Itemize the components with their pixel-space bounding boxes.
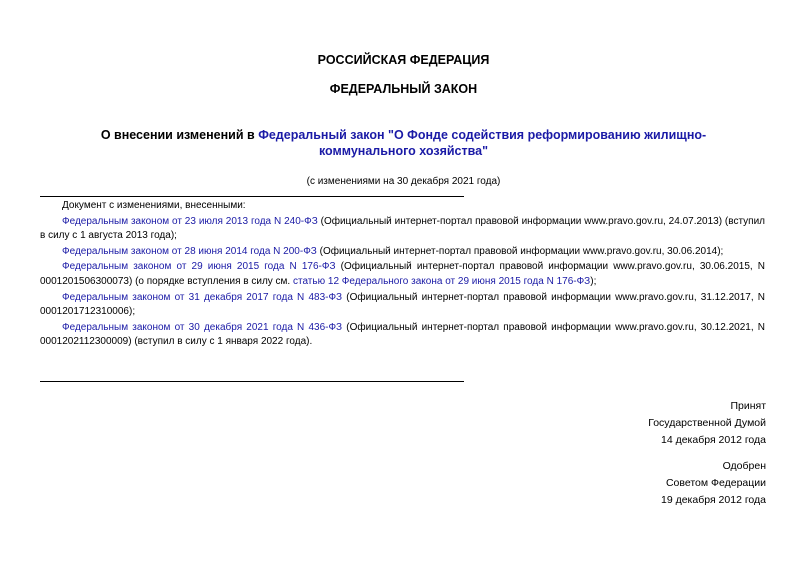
change-details: (Официальный интернет-портал правовой информации www.pravo.gov.ru, 30.12.2021, N 0001202112300009) (вступил в силу с 1 января 2022 года). bbox=[40, 321, 765, 348]
title-prefix: О внесении изменений в bbox=[100, 128, 259, 142]
change-law-link[interactable]: Федеральным законом от 31 декабря 2017 года N 483-ФЗ bbox=[62, 291, 343, 303]
change-law-link[interactable]: Федеральным законом от 29 июня 2015 года N 176-ФЗ bbox=[62, 261, 336, 273]
change-law-link[interactable]: Федеральным законом от 30 декабря 2021 года N 436-ФЗ bbox=[62, 321, 343, 333]
country-heading: РОССИЙСКАЯ ФЕДЕРАЦИЯ bbox=[317, 53, 490, 67]
change-item bbox=[40, 260, 765, 289]
change-law-link[interactable]: Федеральным законом от 23 июля 2013 года N 240-ФЗ bbox=[62, 215, 318, 227]
change-details-tail: ); bbox=[590, 275, 597, 287]
edition-note: (с изменениями на 30 декабря 2021 года) bbox=[306, 176, 501, 187]
document-title bbox=[60, 127, 747, 159]
bottom-divider bbox=[40, 381, 464, 382]
document-type-heading: ФЕДЕРАЛЬНЫЙ ЗАКОН bbox=[329, 82, 478, 96]
accepted-label: Принят bbox=[730, 400, 766, 412]
change-details: (Официальный интернет-портал правовой информации www.pravo.gov.ru, 24.07.2013) (вступил в силу с 1 августа 2013 года); bbox=[40, 215, 765, 242]
approval-block bbox=[661, 458, 766, 509]
amended-law-link[interactable]: Федеральный закон "О Фонде содействия реформированию жилищно-коммунального хозяйства" bbox=[258, 128, 707, 158]
accepted-by: Государственной Думой bbox=[648, 417, 766, 429]
article-link[interactable]: статью 12 Федерального закона от 29 июня 2015 года N 176-ФЗ bbox=[293, 275, 591, 287]
approved-date: 19 декабря 2012 года bbox=[660, 494, 766, 506]
changes-list bbox=[40, 199, 765, 351]
changes-heading: Документ с изменениями, внесенными: bbox=[62, 200, 246, 211]
top-divider bbox=[40, 196, 464, 197]
approved-by: Советом Федерации bbox=[665, 477, 766, 489]
change-item bbox=[40, 215, 765, 244]
change-details: (Официальный интернет-портал правовой информации www.pravo.gov.ru, 31.12.2017, N 0001201712310006); bbox=[40, 291, 765, 318]
change-law-link[interactable]: Федеральным законом от 28 июня 2014 года N 200-ФЗ bbox=[62, 245, 317, 257]
adoption-block bbox=[648, 398, 766, 449]
accepted-date: 14 декабря 2012 года bbox=[660, 434, 766, 446]
change-item bbox=[40, 321, 765, 350]
change-details: (Официальный интернет-портал правовой информации www.pravo.gov.ru, 30.06.2015, N 0001201506300073) (о порядке вступления в силу см. bbox=[40, 261, 765, 287]
change-item bbox=[40, 291, 765, 320]
change-item bbox=[40, 245, 765, 260]
change-details: (Официальный интернет-портал правовой информации www.pravo.gov.ru, 30.06.2014); bbox=[316, 245, 724, 257]
approved-label: Одобрен bbox=[722, 460, 766, 472]
